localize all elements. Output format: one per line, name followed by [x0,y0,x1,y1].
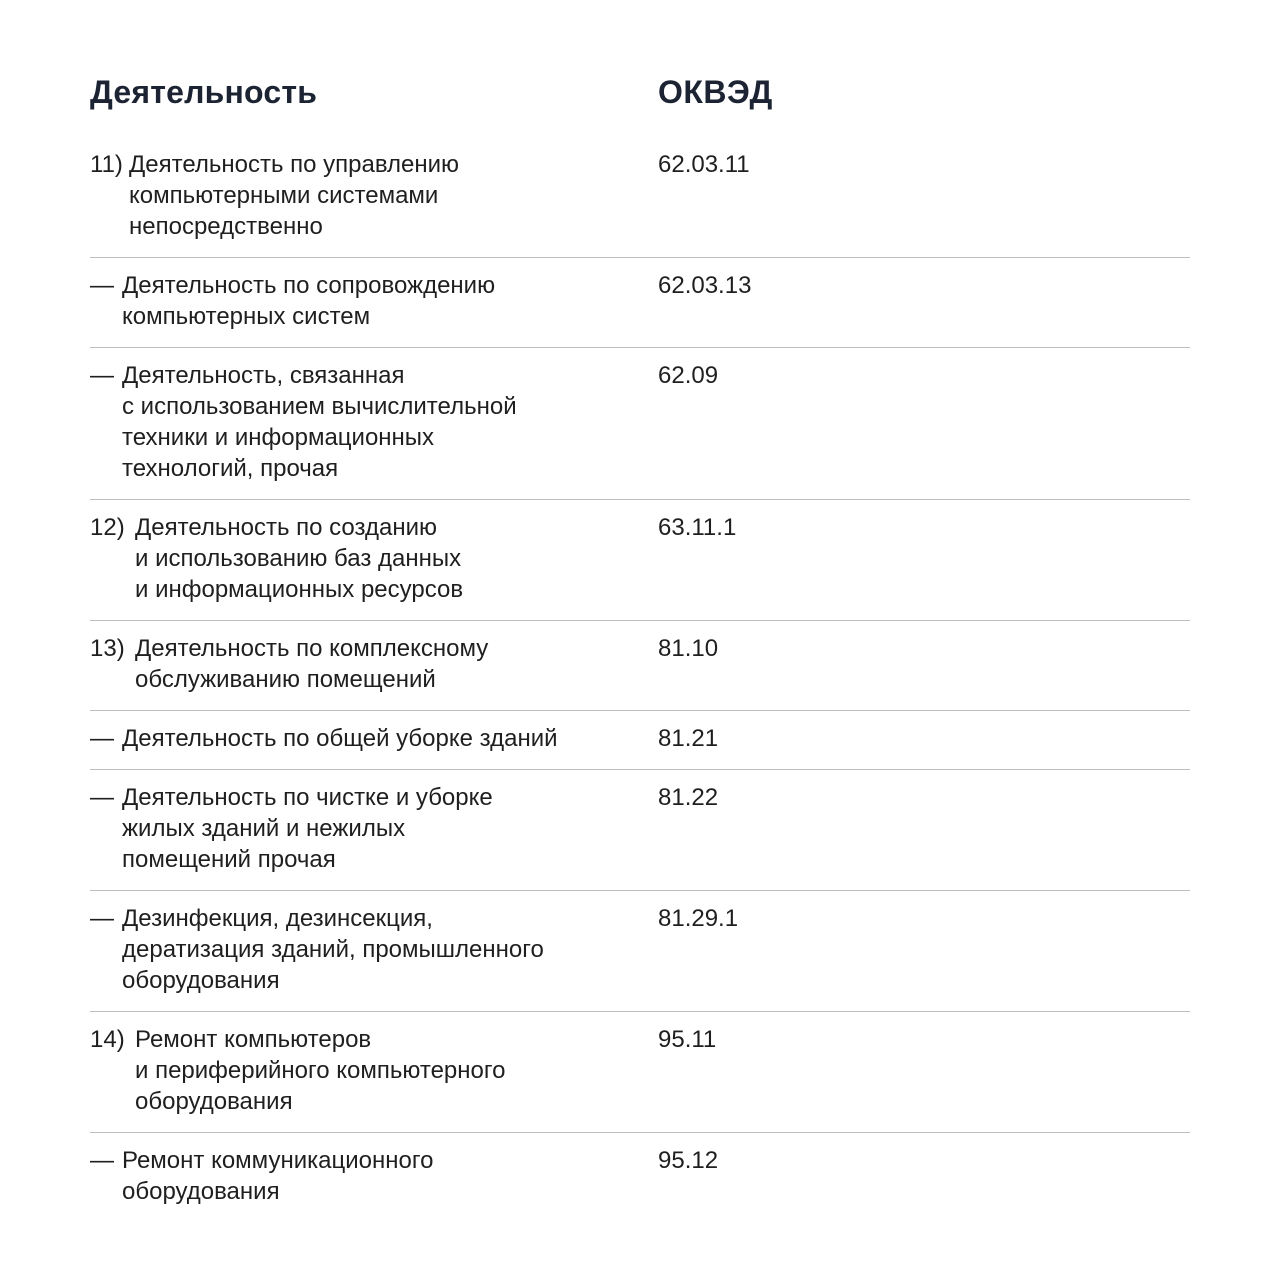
okved-code: 62.03.13 [658,272,752,299]
row-marker: — [90,1147,114,1174]
activity-text: оборудования [135,1088,293,1115]
activity-text: помещений прочая [122,846,336,873]
table-row [90,348,1190,500]
table-row [90,711,1190,770]
activity-text: Деятельность по сопровождению [122,272,496,299]
activity-text: оборудования [122,967,280,994]
activity-text: и использованию баз данных [135,545,462,572]
activity-cell [90,270,658,332]
header-activity: Деятельность [90,74,318,110]
activity-text: и информационных ресурсов [135,576,464,603]
table-row [90,770,1190,891]
activity-cell [90,903,658,996]
table-row [90,258,1190,348]
row-marker: — [90,272,114,299]
activity-text: Деятельность по созданию [135,514,437,541]
header-okved: ОКВЭД [658,74,773,110]
okved-code: 81.22 [658,784,719,811]
activity-text: компьютерных систем [122,303,371,330]
activity-text: техники и информационных [122,424,435,451]
activity-text: Деятельность, связанная [122,362,405,389]
row-marker: — [90,362,114,389]
activity-text: непосредственно [129,213,323,240]
activity-text: жилых зданий и нежилых [122,815,406,842]
row-marker: 13) [90,635,125,662]
okved-code: 81.29.1 [658,905,739,932]
activity-cell [90,360,658,484]
okved-code: 95.11 [658,1026,717,1053]
table-row [90,891,1190,1012]
okved-code: 81.10 [658,635,719,662]
table-row [90,1012,1190,1133]
table-row [90,1133,1190,1222]
okved-table [90,74,1190,1222]
activity-cell [90,1024,658,1117]
activity-cell [90,149,658,242]
table-row [90,500,1190,621]
row-marker: — [90,784,114,811]
row-marker: 11) [90,151,123,178]
activity-cell [90,512,658,605]
activity-text: дератизация зданий, промышленного [122,936,544,963]
activity-cell [90,723,658,754]
activity-text: Деятельность по общей уборке зданий [122,725,558,752]
table-row [90,137,1190,258]
activity-text: Ремонт компьютеров [135,1026,372,1053]
row-marker: — [90,725,114,752]
activity-cell [90,782,658,875]
table-header [90,74,1190,137]
activity-text: обслуживанию помещений [135,666,436,693]
activity-text: Ремонт коммуникационного [122,1147,434,1174]
table-row [90,621,1190,711]
activity-text: Деятельность по управлению [129,151,460,178]
activity-text: компьютерными системами [129,182,439,209]
okved-code: 63.11.1 [658,514,737,541]
activity-text: Дезинфекция, дезинсекция, [122,905,433,932]
activity-text: Деятельность по комплексному [135,635,489,662]
activity-text: и периферийного компьютерного [135,1057,506,1084]
row-marker: 12) [90,514,125,541]
row-marker: 14) [90,1026,125,1053]
activity-text: оборудования [122,1178,280,1205]
okved-code: 81.21 [658,725,719,752]
okved-code: 62.03.11 [658,151,750,178]
activity-cell [90,633,658,695]
okved-code: 95.12 [658,1147,719,1174]
okved-code: 62.09 [658,362,719,389]
activity-text: технологий, прочая [122,455,339,482]
activity-text: с использованием вычислительной [122,393,517,420]
activity-cell [90,1145,658,1207]
row-marker: — [90,905,114,932]
activity-text: Деятельность по чистке и уборке [122,784,493,811]
